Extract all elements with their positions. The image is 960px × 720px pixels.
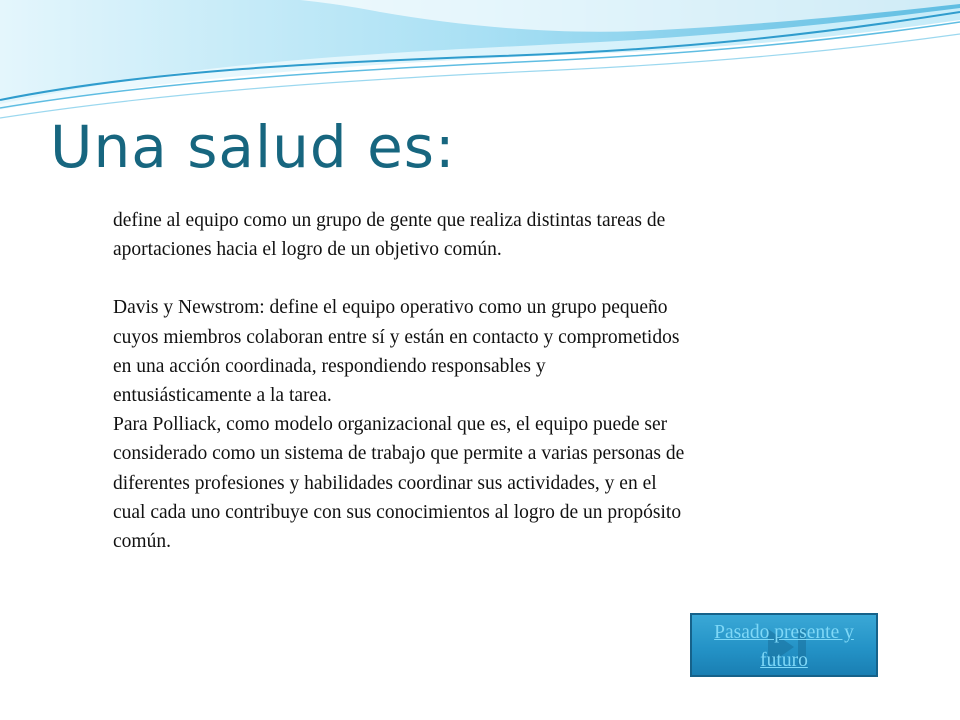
pasado-presente-futuro-button[interactable] [690,613,878,677]
slide-title: Una salud es: [50,113,456,181]
slide-body [113,206,688,556]
pasado-presente-futuro-link[interactable]: Pasado presente y futuro [714,622,854,671]
paragraph-definition: define al equipo como un grupo de gente que realiza distintas tareas de aportaciones hacia el logro de un objetivo común. [113,210,666,261]
paragraph-polliack: Para Polliack, como modelo organizacional que es, el equipo puede ser considerado como un sistema de trabajo que permite a varias personas de diferentes profesiones y habilidades coordinar sus actividades, y en el cual cada uno contribuye con sus conocimientos al logro de un propósito común. [113,414,685,553]
paragraph-davis-newstrom: Davis y Newstrom: define el equipo operativo como un grupo pequeño cuyos miembros colaboran entre sí y están en contacto y comprometidos en una acción coordinada, respondiendo responsables y entusiásticamente a la tarea. [113,297,680,407]
paragraph-spacer [113,264,688,293]
header-wave-decoration [0,0,960,130]
